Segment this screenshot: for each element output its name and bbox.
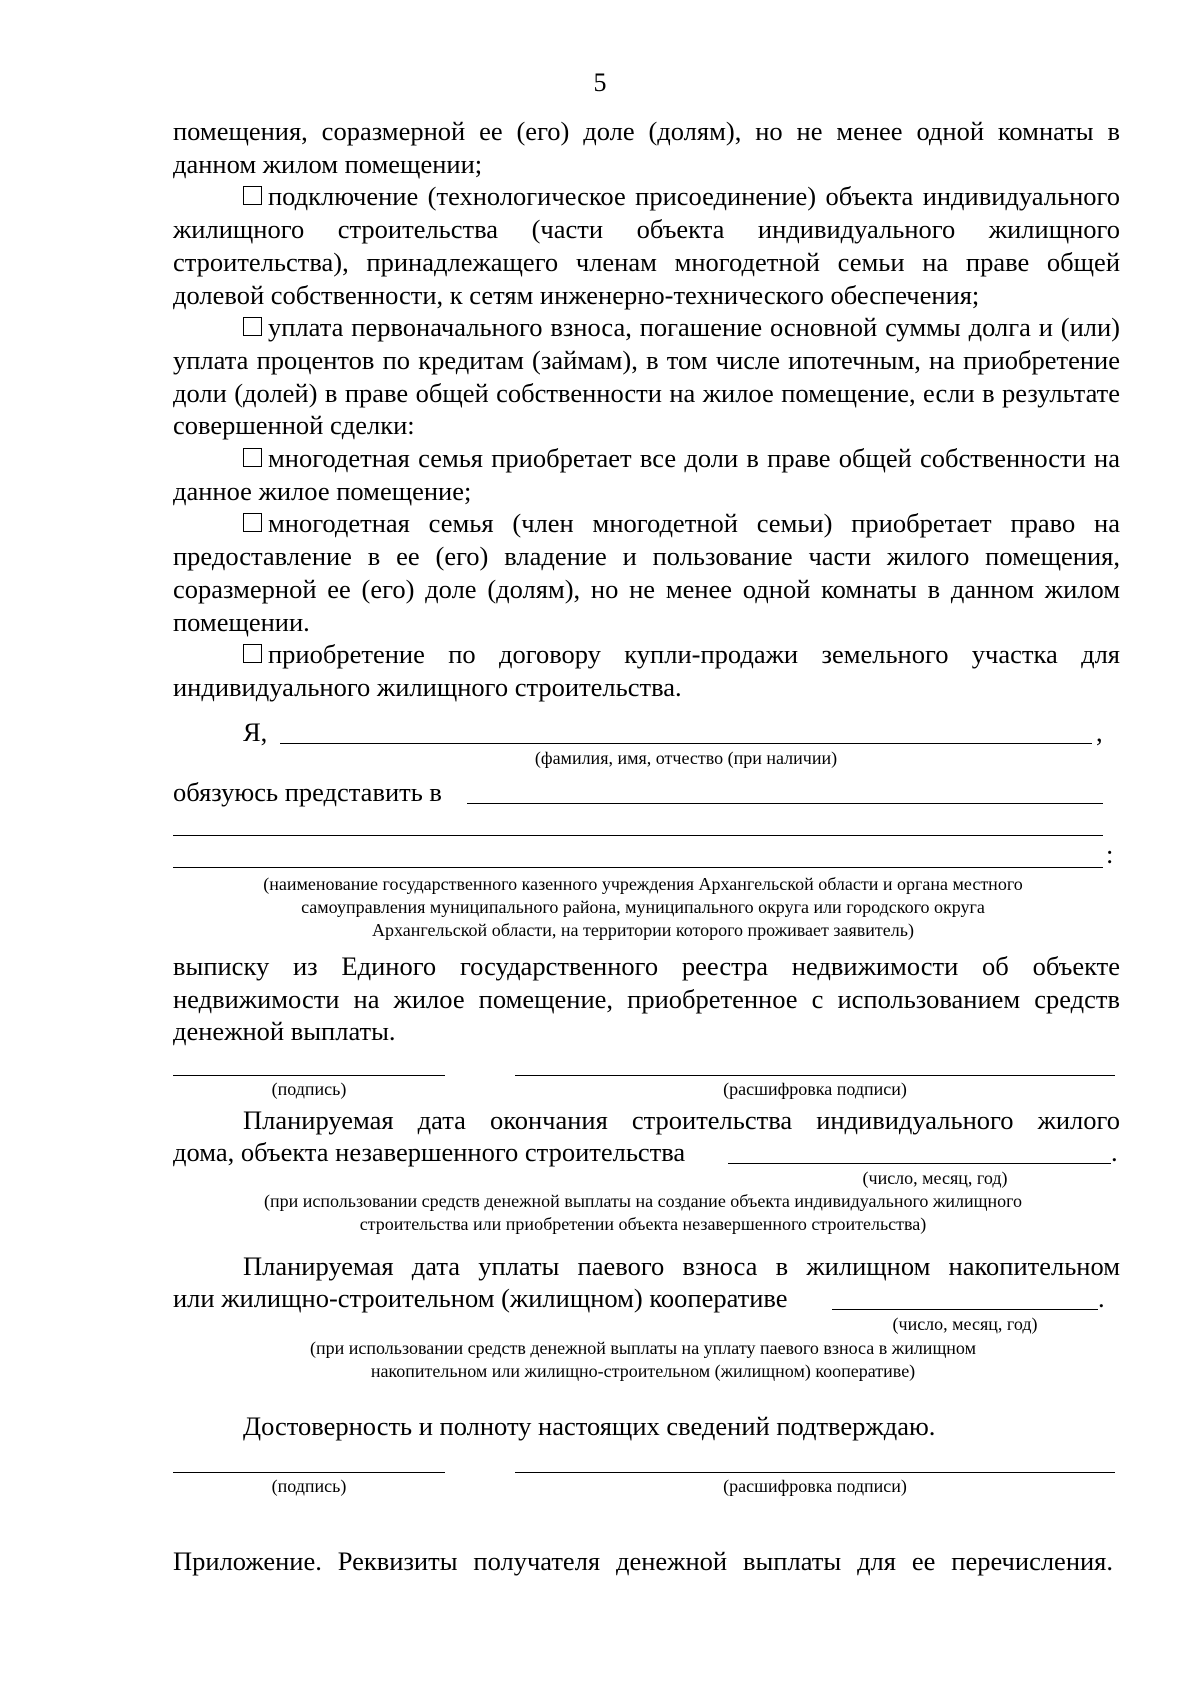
institution-caption-1: (наименование государственного казенного учреждения Архангельской области и органа местного (263, 874, 1023, 894)
institution-field-1[interactable] (467, 803, 1103, 804)
appendix-text: Приложение. Реквизиты получателя денежной выплаты для ее перечисления. (173, 1546, 1113, 1576)
construction-date-field[interactable] (728, 1163, 1111, 1164)
institution-caption-3: Архангельской области, на территории которого проживает заявитель) (372, 920, 914, 940)
option-down-payment: уплата первоначального взноса, погашение основной суммы долга и (или) уплата процентов по кредитам (займам), в том числе ипотечным, на приобретение доли (долей) в праве общей собственности на жилое помещение, если в результате совершенной сделки: (173, 312, 1120, 441)
option-connection: подключение (технологическое присоединение) объекта индивидуального жилищного строительства (части объекта индивидуального жилищного строительства), принадлежащего членам многодетной семьи на праве общей долевой собственности, к сетям инженерно-технического обеспечения; (173, 181, 1120, 310)
share-fee-line-1: Планируемая дата уплаты паевого взноса в жилищном накопительном (243, 1251, 1120, 1281)
signature-decoding-field-2[interactable] (515, 1472, 1115, 1473)
institution-field-2[interactable] (173, 835, 1103, 836)
applicant-suffix: , (1096, 717, 1103, 747)
institution-caption-2: самоуправления муниципального района, муниципального округа или городского округа (301, 897, 985, 917)
page-number: 5 (593, 68, 607, 97)
confirmation-text: Достоверность и полноту настоящих сведений подтверждаю. (243, 1411, 936, 1441)
applicant-prefix: Я, (243, 717, 268, 747)
share-fee-date-caption: (число, месяц, год) (892, 1314, 1038, 1334)
option-land-purchase: приобретение по договору купли-продажи земельного участка для индивидуального жилищного строительства. (173, 639, 1120, 702)
signature-field-2[interactable] (173, 1472, 445, 1473)
option-part-premises: многодетная семья (член многодетной семьи) приобретает право на предоставление в ее (его) владение и пользование части жилого помещения, соразмерной ее (его) доле (долям), но не менее одной комнаты в данном жилом помещении. (173, 508, 1120, 637)
option-all-shares: многодетная семья приобретает все доли в праве общей собственности на данное жилое помещение; (173, 443, 1120, 506)
options-list (173, 115, 1120, 704)
share-fee-note-1: (при использовании средств денежной выплаты на уплату паевого взноса в жилищном (310, 1338, 976, 1358)
applicant-caption: (фамилия, имя, отчество (при наличии) (534, 748, 838, 768)
checkbox[interactable] (243, 644, 262, 663)
signature-decoding-field-1[interactable] (515, 1075, 1115, 1076)
construction-line-2: дома, объекта незавершенного строительства (173, 1137, 686, 1167)
construction-period: . (1111, 1137, 1118, 1167)
paragraph-continuation: помещения, соразмерной ее (его) доле (долям), но не менее одной комнаты в данном жилом помещении; (173, 116, 1120, 179)
signature-field-1[interactable] (173, 1075, 445, 1076)
checkbox[interactable] (243, 186, 262, 205)
checkbox[interactable] (243, 448, 262, 467)
checkbox[interactable] (243, 513, 262, 532)
construction-date-caption: (число, месяц, год) (862, 1168, 1008, 1188)
construction-note-1: (при использовании средств денежной выплаты на создание объекта индивидуального жилищного (263, 1191, 1023, 1211)
checkbox[interactable] (243, 317, 262, 336)
signature-decoding-caption-2: (расшифровка подписи) (723, 1476, 907, 1496)
obligation-prefix: обязуюсь представить в (173, 777, 442, 807)
share-fee-date-field[interactable] (832, 1309, 1098, 1310)
share-fee-line-2: или жилищно-строительном (жилищном) кооперативе (173, 1283, 788, 1313)
signature-decoding-caption-1: (расшифровка подписи) (723, 1079, 907, 1099)
construction-line-1: Планируемая дата окончания строительства индивидуального жилого (243, 1105, 1120, 1135)
share-fee-period: . (1098, 1283, 1105, 1313)
obligation-colon: : (1106, 839, 1114, 869)
extract-paragraph: выписку из Единого государственного реестра недвижимости об объекте недвижимости на жилое помещение, приобретенное с использованием средств денежной выплаты. (173, 951, 1120, 1047)
applicant-name-field[interactable] (280, 743, 1092, 744)
signature-caption-2: (подпись) (271, 1476, 347, 1496)
signature-caption-1: (подпись) (271, 1079, 347, 1099)
construction-note-2: строительства или приобретении объекта незавершенного строительства) (359, 1214, 927, 1234)
share-fee-note-2: накопительном или жилищно-строительном (жилищном) кооперативе) (370, 1361, 916, 1381)
institution-field-3[interactable] (173, 867, 1103, 868)
